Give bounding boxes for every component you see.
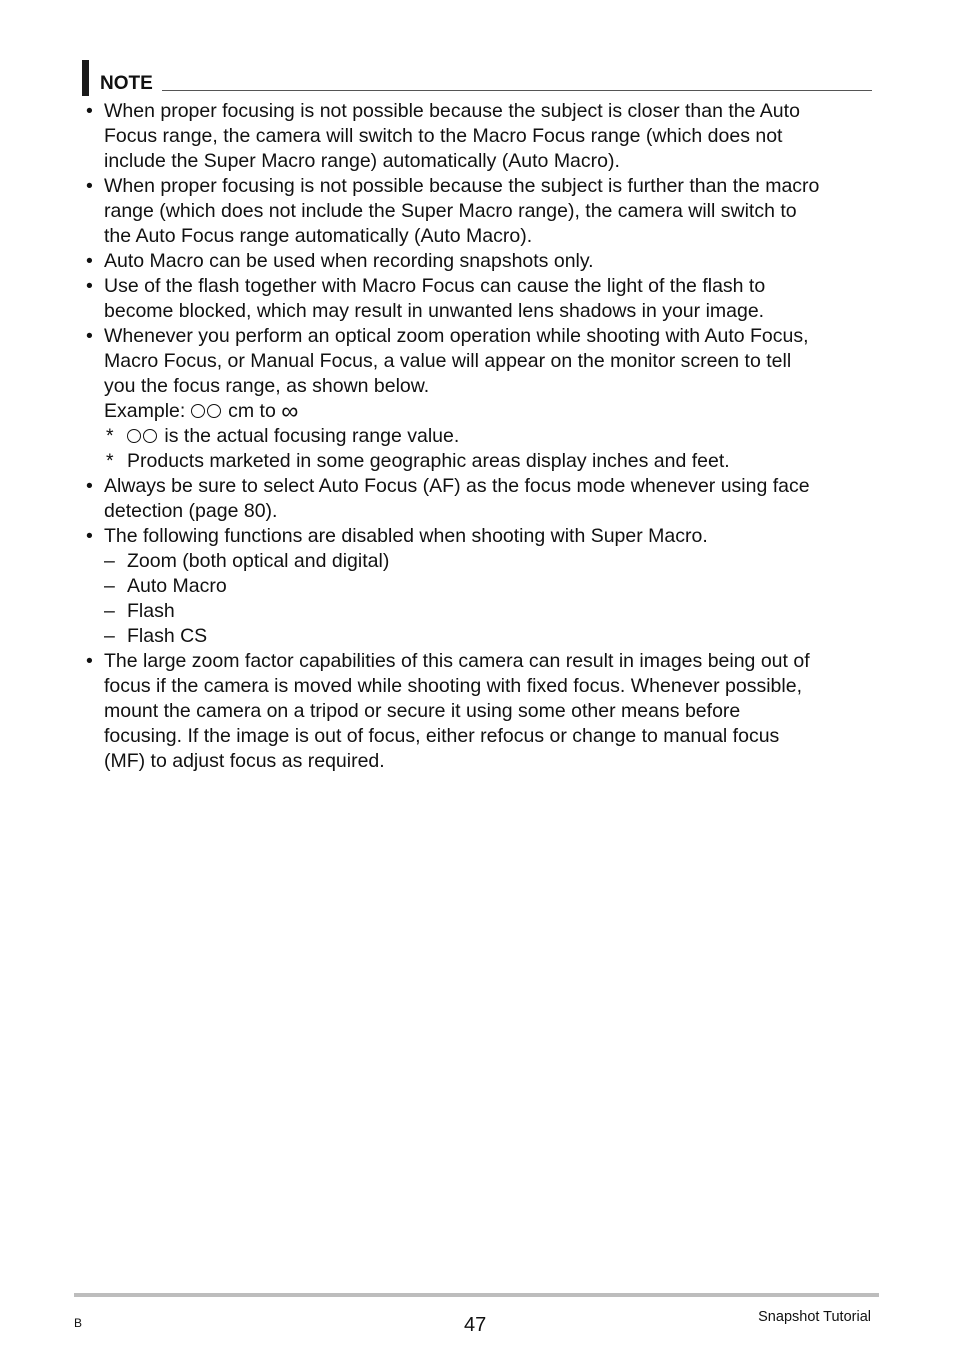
list-item-continuation — [82, 349, 872, 374]
footnote-text-value: is the actual focusing range value. — [164, 425, 460, 447]
footnote-text: Products marketed in some geographic areas display inches and feet. — [127, 450, 730, 472]
text-line: When proper focusing is not possible because the subject is closer than the Auto — [104, 100, 800, 122]
text-line: Focus range, the camera will switch to the Macro Focus range (which does not — [104, 125, 783, 147]
dash-item-text: Flash CS — [127, 625, 208, 647]
list-item — [82, 324, 872, 349]
text-line: Use of the flash together with Macro Focus can cause the light of the flash to — [104, 275, 766, 297]
dash: – — [104, 575, 115, 597]
note-rule — [162, 90, 872, 91]
list-item — [82, 174, 872, 199]
example-label: Example: — [104, 400, 186, 422]
dash-item-text: Auto Macro — [127, 575, 227, 597]
example-line — [82, 399, 872, 424]
bullet: • — [86, 475, 93, 497]
list-item-continuation — [82, 674, 872, 699]
dash: – — [104, 600, 115, 622]
list-item — [82, 249, 872, 274]
placeholder-circle-icon — [191, 404, 205, 418]
text-line: the Auto Focus range automatically (Auto Macro). — [104, 225, 533, 247]
asterisk: * — [106, 425, 114, 447]
text-line: focusing. If the image is out of focus, either refocus or change to manual focus — [104, 725, 780, 747]
list-item-continuation — [82, 749, 872, 774]
note-label: NOTE — [100, 73, 153, 94]
footer-section-title: Snapshot Tutorial — [758, 1309, 871, 1325]
bullet: • — [86, 650, 93, 672]
placeholder-circle-icon — [127, 429, 141, 443]
example-text — [104, 399, 298, 424]
text-line: Always be sure to select Auto Focus (AF) as the focus mode whenever using face — [104, 475, 810, 497]
note-content — [82, 99, 872, 774]
dash-item-text: Zoom (both optical and digital) — [127, 550, 390, 572]
text-line: (MF) to adjust focus as required. — [104, 750, 385, 772]
page-number: 47 — [464, 1314, 487, 1336]
footer-language-code: B — [74, 1316, 83, 1330]
list-item-continuation — [82, 224, 872, 249]
bullet: • — [86, 100, 93, 122]
bullet: • — [86, 525, 93, 547]
bullet: • — [86, 275, 93, 297]
text-line: include the Super Macro range) automatically (Auto Macro). — [104, 150, 620, 172]
text-line: When proper focusing is not possible because the subject is further than the macro — [104, 175, 820, 197]
bullet: • — [86, 250, 93, 272]
text-line: you the focus range, as shown below. — [104, 375, 430, 397]
text-line: Auto Macro can be used when recording snapshots only. — [104, 250, 594, 272]
dash-item — [82, 599, 872, 624]
example-unit: cm to — [228, 400, 276, 422]
dash: – — [104, 625, 115, 647]
asterisk: * — [106, 450, 114, 472]
note-marker-bar — [82, 60, 89, 96]
note-header — [82, 60, 872, 96]
text-line: Macro Focus, or Manual Focus, a value will appear on the monitor screen to tell — [104, 350, 792, 372]
text-line: The following functions are disabled when shooting with Super Macro. — [104, 525, 708, 547]
text-line: Whenever you perform an optical zoom operation while shooting with Auto Focus, — [104, 325, 809, 347]
footnote-item — [82, 449, 872, 474]
list-item-continuation — [82, 724, 872, 749]
list-item — [82, 99, 872, 124]
placeholder-circle-icon — [143, 429, 157, 443]
footer-rule — [74, 1293, 879, 1297]
dash-item — [82, 549, 872, 574]
list-item — [82, 649, 872, 674]
dash-item — [82, 624, 872, 649]
list-item — [82, 474, 872, 499]
text-line: mount the camera on a tripod or secure it using some other means before — [104, 700, 741, 722]
list-item-continuation — [82, 149, 872, 174]
text-line: The large zoom factor capabilities of this camera can result in images being out of — [104, 650, 810, 672]
dash-item-text: Flash — [127, 600, 175, 622]
dash: – — [104, 550, 115, 572]
text-line: range (which does not include the Super Macro range), the camera will switch to — [104, 200, 797, 222]
list-item — [82, 524, 872, 549]
dash-item — [82, 574, 872, 599]
text-line: become blocked, which may result in unwanted lens shadows in your image. — [104, 300, 765, 322]
list-item-continuation — [82, 124, 872, 149]
list-item-continuation — [82, 299, 872, 324]
footnote-item — [82, 424, 872, 449]
bullet: • — [86, 175, 93, 197]
placeholder-circle-icon — [207, 404, 221, 418]
list-item-continuation — [82, 374, 872, 399]
footnote-text — [127, 424, 459, 449]
list-item — [82, 274, 872, 299]
text-line: focus if the camera is moved while shooting with fixed focus. Whenever possible, — [104, 675, 803, 697]
list-item-continuation — [82, 499, 872, 524]
text-line: detection (page 80). — [104, 500, 278, 522]
list-item-continuation — [82, 199, 872, 224]
list-item-continuation — [82, 699, 872, 724]
infinity-icon: ∞ — [281, 398, 299, 425]
bullet: • — [86, 325, 93, 347]
